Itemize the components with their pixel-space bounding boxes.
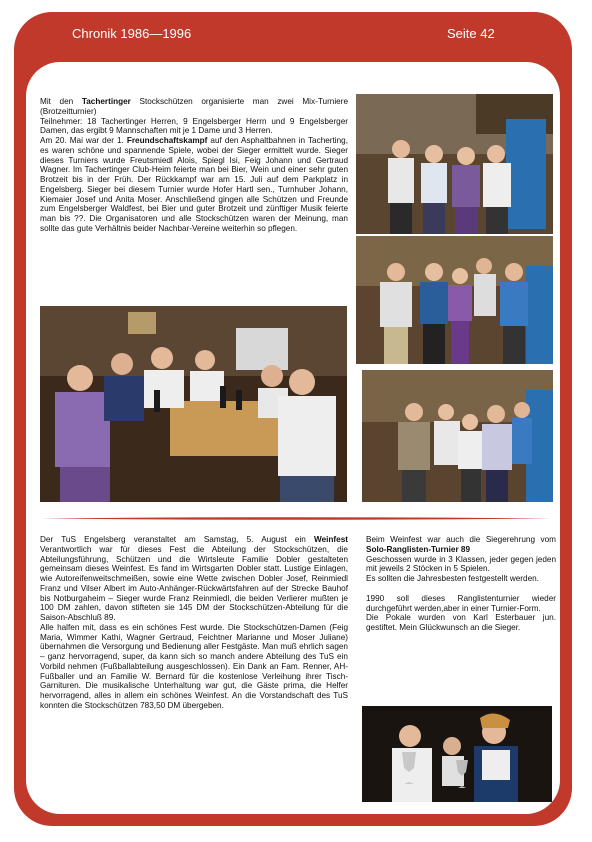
- chronicle-title: Chronik 1986—1996: [72, 26, 192, 41]
- paragraph: [40, 97, 348, 117]
- text: Der TuS Engelsberg veranstaltet am Samstag, 5. August ein: [40, 535, 315, 544]
- paragraph: 1990 soll dieses Ranglistenturnier wieder durchgeführt werden,aber in einer Turnier-Form.: [366, 593, 556, 613]
- paragraph: [366, 535, 556, 555]
- paragraph: Es sollten die Jahresbesten festgestellt werden.: [366, 574, 539, 583]
- text-block-weinfest: [40, 535, 348, 711]
- paragraph: Geschossen wurde in 3 Klassen, jeder gegen jeden mit jeweils 2 Stöcken in 5 Spielen.: [366, 554, 556, 574]
- paragraph: Alle halfen mit, dass es ein schönes Fest wurde. Die Stockschützen-Damen (Feig Maria, Wimmer Kathi, Wagner Gertraud, Feichtner Marianne und Moser Juliane) übernahmen die Versorgung und Bedienung aller Festgäste. Man muß ehrlich sagen – ganz hervorragend, super, da kann sich so manch andere Abteilung des TuS ein Vorbild nehmen (Fußballabteilung ausgeschlossen). Ein Dank an Fam. Renner, AH-Fußballer und an Familie W. Bernard für die kostenlose Verleihung ihrer Tisch-Garnituren. Die musikalische Unterhaltung war gut, die Gäste prima, die Helfer hervorragend, alles in allem ein schönes Weinfest. An die Vorstandschaft des TuS konnten die Stockschützen 783,50 DM übergeben.: [40, 622, 348, 710]
- paragraph: Die Pokale wurden von Karl Esterbauer jun. gestiftet. Mein Glückwunsch an die Sieger.: [366, 613, 556, 632]
- paragraph: [40, 136, 348, 234]
- text: Beim Weinfest war auch die Siegerehrung vom: [366, 535, 556, 544]
- text: Am 20. Mai war der 1.: [40, 136, 127, 145]
- text: auf den Asphaltbahnen in Tacherting, es waren schöne und spannende Spiele, wobei der Sieger ermittelt wurde. Sieger dieses Turniers wurde Freutsmiedl Alois, Spiegl Isi, Feig Johann und Gertraud Wagner. Im Tachertinger Club-Heim feierte man bei Bier, Wein und einer sehr guten Brotzeit bis in der Früh. Der Rückkampf war am 15. Juli auf dem Parkplatz in Engelsberg. Sieger bei diesem Turnier wurde Hofer Hartl sen., Turnhuber Johann, Kiemaier Josef und Anita Moser. Anschließend gingen alle Schützen und Freunde zum Engelsberger Waldfest, bei Bier und guter Brotzeit und zünftiger Musik feierte man bis ??. Die Organisatoren und alle Stockschützen waren der Meinung, man sollte das gute Verhältnis beider Nachbar-Vereine weiterhin so pflegen.: [40, 136, 349, 233]
- bold-text: Weinfest: [314, 535, 348, 544]
- photo-table-gathering: [40, 306, 347, 502]
- bold-text: Freundschaftskampf: [126, 136, 208, 145]
- section-divider: [40, 516, 552, 521]
- photo-group-five: [362, 370, 553, 502]
- photo-group-plaque: [356, 236, 553, 364]
- text: Verantwortlich war für dieses Fest die Abteilung der Stockschützen, die Abteilungsführung, Schützen und die Wirtsleute Familie Dobler gestalteten gemeinsam dieses Weinfest. Es fand im Wirtsgarten Dobler statt. Lustige Einlagen, wie Autoreifenweitschmeißen, sowie eine Wette zwischen Dobler Josef, Reinmiedl Franz und Vilser Albert im Auto-Anhänger-Rückwärtsfahren auf der Strecke Bauhof bis Notburgaheim – Sieger wurde Franz Reinmiedl, die beiden Verlierer mußten je 100 DM zahlen, davon stifteten sie 145 DM der Stockschützen-Abteilung für die Saison-Abschluß 89.: [40, 544, 348, 622]
- paragraph: [40, 535, 348, 623]
- text-block-tachertinger: [40, 97, 348, 234]
- bold-text: Solo-Ranglisten-Turnier 89: [366, 544, 471, 554]
- page-number: Seite 42: [447, 26, 495, 41]
- paragraph: Teilnehmer: 18 Tachertinger Herren, 9 Engelsberger Herrn und 9 Engelsberger Damen, das ergibt 9 Mannschaften mit je 1 Dame und 3 Herren.: [40, 116, 348, 136]
- bold-text: Tachertinger: [81, 97, 131, 106]
- text-block-ranglisten: [366, 535, 556, 633]
- text: Mit den: [40, 97, 82, 106]
- text: Stockschützen organisierte man zwei Mix-Turniere (Brotzeitturnier): [40, 97, 349, 116]
- photo-group-four: [356, 94, 553, 234]
- photo-trophy-ceremony: [362, 706, 552, 802]
